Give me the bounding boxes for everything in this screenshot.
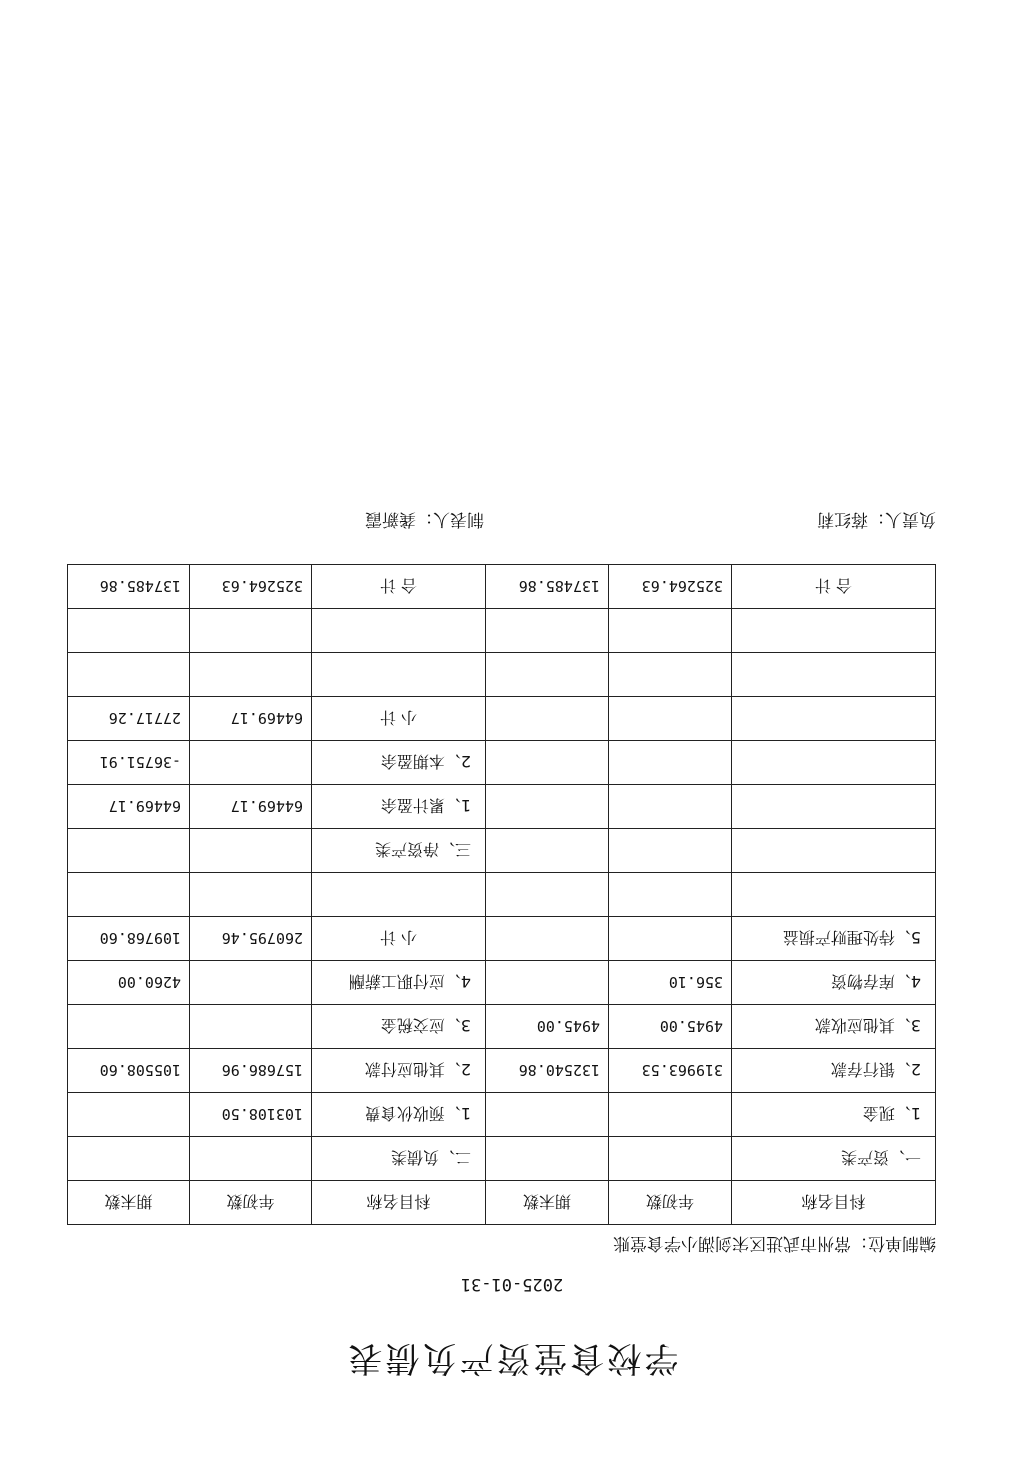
amount-cell bbox=[486, 653, 609, 697]
amount-cell bbox=[609, 829, 732, 873]
account-name-cell: 一、资产类 bbox=[732, 1137, 936, 1181]
account-name-cell: 三、净资产类 bbox=[312, 829, 486, 873]
account-name-cell: 1、预收伙食费 bbox=[312, 1093, 486, 1137]
amount-cell: 27717.26 bbox=[68, 697, 190, 741]
amount-cell bbox=[609, 917, 732, 961]
amount-cell: 260795.46 bbox=[190, 917, 312, 961]
table-row bbox=[68, 785, 936, 829]
amount-cell bbox=[486, 873, 609, 917]
amount-cell bbox=[68, 609, 190, 653]
account-name-cell bbox=[732, 873, 936, 917]
preparing-unit: 编制单位：常州市武进区宋剑湖小学食堂账 bbox=[613, 1233, 936, 1253]
account-name-cell: 二、负债类 bbox=[312, 1137, 486, 1181]
table-row bbox=[68, 1005, 936, 1049]
amount-cell bbox=[190, 873, 312, 917]
account-name-cell bbox=[732, 609, 936, 653]
table-row bbox=[68, 917, 936, 961]
table-body bbox=[68, 565, 936, 1181]
amount-cell: 157686.96 bbox=[190, 1049, 312, 1093]
account-name-cell: 3、其他应收款 bbox=[732, 1005, 936, 1049]
account-name-cell: 5、待处理财产损益 bbox=[732, 917, 936, 961]
responsible-person: 负责人：蒋红莉 bbox=[817, 509, 936, 529]
table-row bbox=[68, 609, 936, 653]
amount-cell bbox=[609, 1137, 732, 1181]
amount-cell bbox=[609, 1093, 732, 1137]
amount-cell bbox=[486, 609, 609, 653]
amount-cell bbox=[486, 1093, 609, 1137]
amount-cell: 319963.53 bbox=[609, 1049, 732, 1093]
amount-cell bbox=[609, 697, 732, 741]
amount-cell bbox=[609, 609, 732, 653]
table-row bbox=[68, 741, 936, 785]
amount-cell: 356.10 bbox=[609, 961, 732, 1005]
amount-cell bbox=[68, 653, 190, 697]
account-name-cell: 2、银行存款 bbox=[732, 1049, 936, 1093]
amount-cell: 4260.00 bbox=[68, 961, 190, 1005]
table-row bbox=[68, 1049, 936, 1093]
amount-cell bbox=[190, 741, 312, 785]
amount-cell: 325264.63 bbox=[609, 565, 732, 609]
table-row bbox=[68, 829, 936, 873]
table-maker: 制表人：龚新霞 bbox=[365, 509, 484, 529]
table-header-row bbox=[68, 1181, 936, 1225]
balance-sheet-table bbox=[67, 564, 936, 1225]
amount-cell bbox=[68, 873, 190, 917]
table-row bbox=[68, 873, 936, 917]
amount-cell bbox=[190, 961, 312, 1005]
table-row bbox=[68, 565, 936, 609]
amount-cell bbox=[609, 873, 732, 917]
amount-cell bbox=[486, 697, 609, 741]
amount-cell: -36751.91 bbox=[68, 741, 190, 785]
amount-cell bbox=[190, 1005, 312, 1049]
account-name-cell bbox=[312, 653, 486, 697]
amount-cell bbox=[609, 653, 732, 697]
account-name-cell: 小 计 bbox=[312, 917, 486, 961]
header-cell: 年初数 bbox=[609, 1181, 732, 1225]
amount-cell bbox=[190, 829, 312, 873]
header-cell: 期末数 bbox=[68, 1181, 190, 1225]
account-name-cell bbox=[732, 785, 936, 829]
amount-cell bbox=[68, 1093, 190, 1137]
header-cell: 年初数 bbox=[190, 1181, 312, 1225]
amount-cell: 103108.50 bbox=[190, 1093, 312, 1137]
account-name-cell: 4、库存物资 bbox=[732, 961, 936, 1005]
amount-cell bbox=[68, 829, 190, 873]
account-name-cell bbox=[732, 653, 936, 697]
amount-cell bbox=[190, 609, 312, 653]
table-row bbox=[68, 1137, 936, 1181]
amount-cell: 4945.00 bbox=[486, 1005, 609, 1049]
header-cell: 期末数 bbox=[486, 1181, 609, 1225]
account-name-cell bbox=[732, 697, 936, 741]
table-row bbox=[68, 697, 936, 741]
amount-cell bbox=[190, 1137, 312, 1181]
amount-cell bbox=[486, 785, 609, 829]
account-name-cell: 2、其他应付款 bbox=[312, 1049, 486, 1093]
account-name-cell bbox=[732, 741, 936, 785]
amount-cell: 137485.86 bbox=[68, 565, 190, 609]
account-name-cell: 1、累计盈余 bbox=[312, 785, 486, 829]
account-name-cell bbox=[732, 829, 936, 873]
amount-cell: 132540.86 bbox=[486, 1049, 609, 1093]
report-date: 2025-01-31 bbox=[460, 1274, 564, 1294]
account-name-cell: 合 计 bbox=[732, 565, 936, 609]
table-row bbox=[68, 653, 936, 697]
amount-cell: 64469.17 bbox=[68, 785, 190, 829]
account-name-cell: 小 计 bbox=[312, 697, 486, 741]
amount-cell: 64469.17 bbox=[190, 785, 312, 829]
account-name-cell: 2、本期盈余 bbox=[312, 741, 486, 785]
amount-cell bbox=[486, 961, 609, 1005]
amount-cell: 4945.00 bbox=[609, 1005, 732, 1049]
account-name-cell: 合 计 bbox=[312, 565, 486, 609]
account-name-cell bbox=[312, 873, 486, 917]
amount-cell: 105508.60 bbox=[68, 1049, 190, 1093]
amount-cell bbox=[486, 829, 609, 873]
account-name-cell: 4、应付职工薪酬 bbox=[312, 961, 486, 1005]
header-cell: 科目名称 bbox=[732, 1181, 936, 1225]
table-row bbox=[68, 1093, 936, 1137]
table-row bbox=[68, 961, 936, 1005]
amount-cell bbox=[486, 1137, 609, 1181]
amount-cell: 109768.60 bbox=[68, 917, 190, 961]
amount-cell: 64469.17 bbox=[190, 697, 312, 741]
amount-cell bbox=[486, 741, 609, 785]
amount-cell bbox=[68, 1005, 190, 1049]
amount-cell: 137485.86 bbox=[486, 565, 609, 609]
amount-cell bbox=[609, 785, 732, 829]
amount-cell bbox=[68, 1137, 190, 1181]
account-name-cell bbox=[312, 609, 486, 653]
account-name-cell: 3、应交税金 bbox=[312, 1005, 486, 1049]
amount-cell: 325264.63 bbox=[190, 565, 312, 609]
account-name-cell: 1、现金 bbox=[732, 1093, 936, 1137]
amount-cell bbox=[609, 741, 732, 785]
amount-cell bbox=[190, 653, 312, 697]
header-cell: 科目名称 bbox=[312, 1181, 486, 1225]
amount-cell bbox=[486, 917, 609, 961]
page-title: 学校食堂资产负债表 bbox=[345, 1338, 679, 1378]
